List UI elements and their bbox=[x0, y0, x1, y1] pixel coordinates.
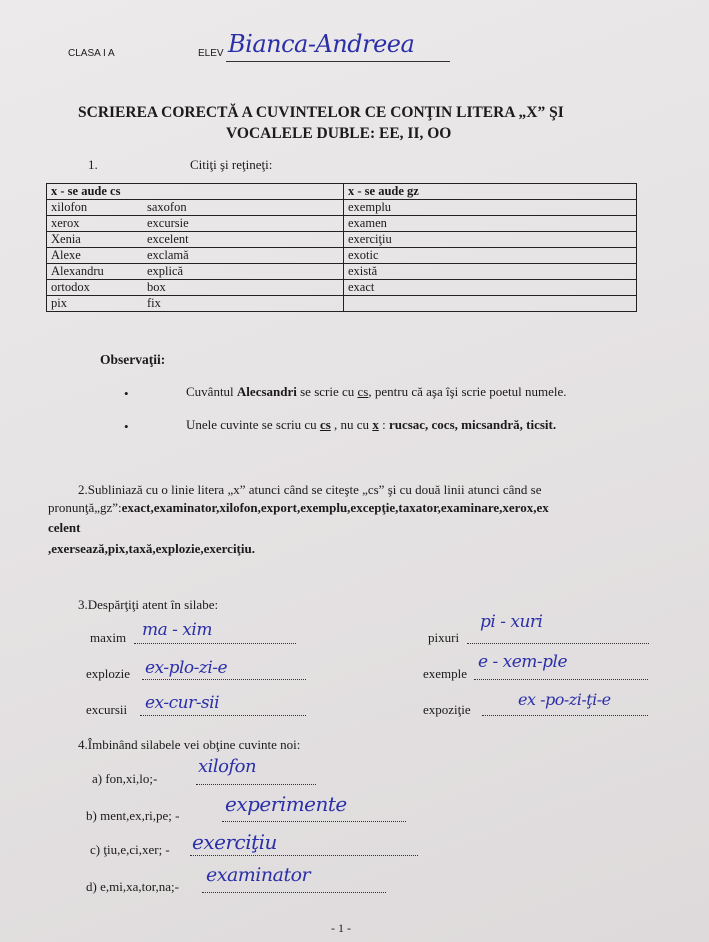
bullet-icon: • bbox=[124, 386, 129, 401]
observation-1: Cuvântul Alecsandri se scrie cu cs, pentru că aşa îşi scrie poetul numele. bbox=[186, 384, 567, 399]
answer-line bbox=[142, 679, 306, 680]
exercise-2-words: pronunţă„gz”:exact,examinator,xilofon,export,exemplu,excepţie,taxator,examinare,xerox,ex bbox=[48, 500, 549, 515]
answer-line bbox=[196, 784, 316, 785]
table-row bbox=[47, 232, 637, 248]
syllable-word: exemple bbox=[423, 666, 468, 681]
table-row bbox=[47, 248, 637, 264]
table-cell: exclamă bbox=[147, 248, 189, 262]
bullet-icon: • bbox=[124, 419, 129, 434]
student-name: Bianca-Andreea bbox=[228, 30, 415, 58]
table-cell: ortodox bbox=[51, 280, 90, 294]
combine-prompt: d) e,mi,xa,tor,na;- bbox=[86, 879, 179, 894]
exercise-1-instruction: Citiţi şi reţineţi: bbox=[190, 157, 273, 172]
answer-line bbox=[474, 679, 648, 680]
table-cell: pix bbox=[51, 296, 67, 310]
exercise-2-words-cont: celent bbox=[48, 520, 81, 535]
syllable-answer[interactable]: e - xem-ple bbox=[478, 652, 568, 672]
syllable-word: expoziţie bbox=[423, 702, 471, 717]
table-row bbox=[47, 296, 637, 312]
answer-line bbox=[190, 855, 418, 856]
combine-prompt: b) ment,ex,ri,pe; - bbox=[86, 808, 180, 823]
answer-line bbox=[134, 643, 296, 644]
answer-line bbox=[140, 715, 306, 716]
answer-line bbox=[467, 643, 649, 644]
page-title: SCRIEREA CORECTĂ A CUVINTELOR CE CONŢIN LITERA „X” ŞI bbox=[78, 104, 564, 121]
table-row bbox=[47, 200, 637, 216]
syllable-answer[interactable]: ex-plo-zi-e bbox=[145, 658, 228, 678]
exercise-2-words-end: ,exersează,pix,taxă,explozie,exerciţiu. bbox=[48, 541, 255, 556]
table-cell: Alexandru bbox=[51, 264, 104, 278]
combine-prompt: a) fon,xi,lo;- bbox=[92, 771, 158, 786]
table-cell: exemplu bbox=[344, 200, 637, 216]
syllable-word: excursii bbox=[86, 702, 128, 717]
syllable-answer[interactable]: ex -po-zi-ţi-e bbox=[518, 690, 611, 709]
class-label: CLASA I A bbox=[68, 48, 115, 59]
page-subtitle: VOCALELE DUBLE: EE, II, OO bbox=[226, 125, 452, 142]
answer-line bbox=[202, 892, 386, 893]
combine-answer[interactable]: experimente bbox=[225, 792, 347, 816]
syllable-answer[interactable]: ma - xim bbox=[142, 620, 212, 640]
table-cell: xerox bbox=[51, 216, 80, 230]
table-cell: exact bbox=[344, 280, 637, 296]
table-cell: box bbox=[147, 280, 166, 294]
observation-2: Unele cuvinte se scriu cu cs , nu cu x : rucsac, cocs, micsandră, ticsit. bbox=[186, 417, 557, 432]
table-row bbox=[47, 264, 637, 280]
exercise-4-title: 4.Îmbinând silabele vei obţine cuvinte noi: bbox=[78, 737, 301, 752]
page-number: - 1 - bbox=[331, 921, 351, 935]
table-row bbox=[47, 280, 637, 296]
table-header-cs: x - se aude cs bbox=[47, 184, 344, 200]
table-cell: Xenia bbox=[51, 232, 81, 246]
words-table bbox=[46, 183, 637, 312]
syllable-answer[interactable]: ex-cur-sii bbox=[145, 693, 220, 713]
table-cell: exerciţiu bbox=[344, 232, 637, 248]
answer-line bbox=[482, 715, 648, 716]
table-header-gz: x - se aude gz bbox=[344, 184, 637, 200]
exercise-3-title: 3.Despărţiţi atent în silabe: bbox=[78, 597, 219, 612]
table-cell: excelent bbox=[147, 232, 189, 246]
table-cell: excursie bbox=[147, 216, 189, 230]
student-label: ELEV bbox=[198, 48, 224, 59]
name-line bbox=[226, 61, 450, 62]
table-cell bbox=[344, 296, 637, 312]
table-cell: exotic bbox=[344, 248, 637, 264]
combine-prompt: c) ţiu,e,ci,xer; - bbox=[90, 842, 170, 857]
exercise-2-instruction: 2.Subliniază cu o linie litera „x” atunci când se citeşte „cs” şi cu două linii atunci când se bbox=[78, 482, 542, 497]
table-cell: saxofon bbox=[147, 200, 187, 214]
table-header-row bbox=[47, 184, 637, 200]
table-cell: există bbox=[344, 264, 637, 280]
table-cell: fix bbox=[147, 296, 161, 310]
combine-answer[interactable]: exerciţiu bbox=[192, 830, 277, 854]
syllable-word: pixuri bbox=[428, 630, 460, 645]
syllable-word: explozie bbox=[86, 666, 131, 681]
table-cell: examen bbox=[344, 216, 637, 232]
syllable-word: maxim bbox=[90, 630, 127, 645]
exercise-1-number: 1. bbox=[88, 157, 98, 172]
table-cell: xilofon bbox=[51, 200, 88, 214]
observations-title: Observaţii: bbox=[100, 352, 166, 367]
combine-answer[interactable]: examinator bbox=[206, 864, 311, 886]
table-cell: Alexe bbox=[51, 248, 81, 262]
combine-answer[interactable]: xilofon bbox=[198, 756, 257, 777]
answer-line bbox=[222, 821, 406, 822]
table-row bbox=[47, 216, 637, 232]
table-cell: explică bbox=[147, 264, 184, 278]
syllable-answer[interactable]: pi - xuri bbox=[480, 612, 543, 632]
